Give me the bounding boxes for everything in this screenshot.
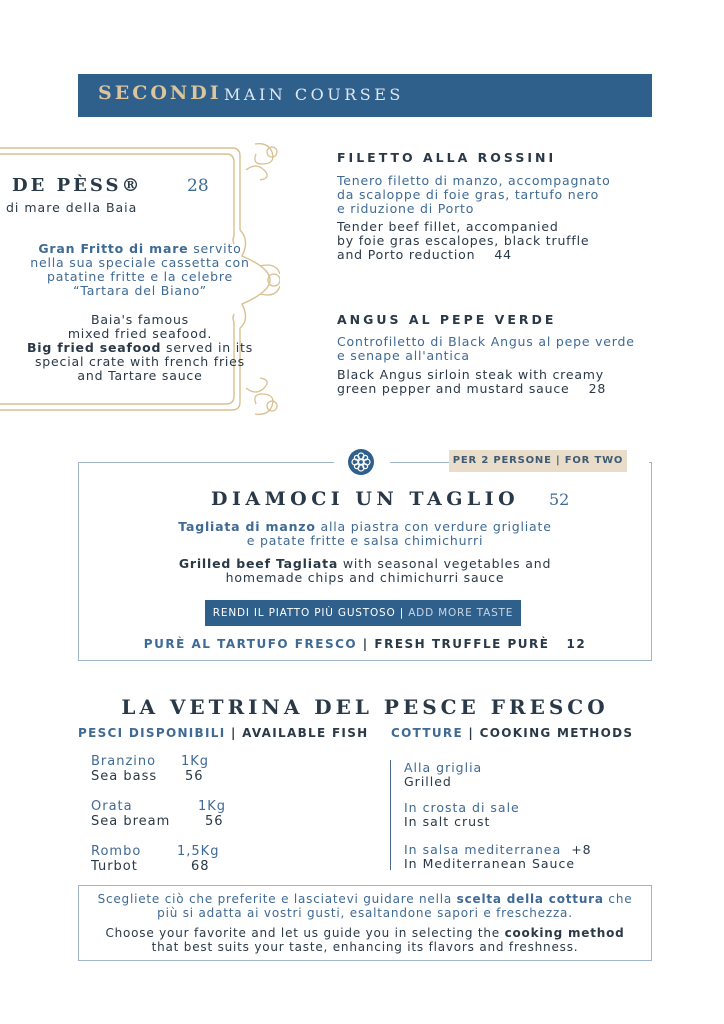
fish-name-it: Branzino [91, 754, 157, 769]
angus-it1: Controfiletto di Black Angus al pepe verde [337, 334, 635, 349]
add-taste-button[interactable] [205, 600, 521, 626]
truffle-extra [78, 637, 652, 651]
diamoci-en-bold: Grilled beef Tagliata [178, 556, 339, 571]
box-dish-title: DE PÈSS® [12, 175, 143, 196]
method-it: Alla griglia [404, 760, 483, 775]
add-taste-sep: | [399, 607, 405, 619]
box-it-line4: “Tartara del Biano” [73, 283, 207, 298]
truffle-extra-it: PURÈ AL TARTUFO FRESCO [143, 637, 358, 651]
fish-header-it: PESCI DISPONIBILI [78, 726, 226, 740]
vetrina-title: LA VETRINA DEL PESCE FRESCO [121, 695, 609, 719]
method-en: Grilled [404, 774, 452, 789]
note-en-2: that best suits your taste, enhancing its flavors and freshness. [151, 940, 579, 954]
rossini-title: FILETTO ALLA ROSSINI [337, 150, 557, 165]
fish-weight: 1,5Kg [177, 844, 220, 859]
method-it: In salsa mediterranea [404, 842, 562, 857]
angus-price: 28 [588, 381, 607, 396]
box-it-line2: nella sua speciale cassetta con [30, 255, 250, 270]
note-it-1a: Scegliete ciò che preferite e lasciatevi guidare nella [97, 892, 453, 906]
methods-header-sep: | [468, 726, 475, 740]
box-desc-it [0, 242, 280, 298]
note-it-1c: che [608, 892, 633, 906]
diamoci-desc-en [78, 557, 652, 585]
diamoci-price: 52 [549, 490, 570, 509]
fish-name-it: Rombo [91, 844, 142, 859]
diamoci-title: DIAMOCI UN TAGLIO [211, 488, 520, 510]
angus-title: ANGUS AL PEPE VERDE [337, 312, 557, 327]
fish-price: 56 [205, 814, 224, 829]
rossini-desc-it [337, 174, 611, 216]
fish-header-sep: | [230, 726, 237, 740]
angus-it2: e senape all'antica [337, 348, 470, 363]
angus-en2: green pepper and mustard sauce [337, 381, 570, 396]
section-header [78, 74, 652, 117]
flower-icon [347, 448, 375, 476]
angus-en1: Black Angus sirloin steak with creamy [337, 367, 604, 382]
fish-header-en: AVAILABLE FISH [242, 726, 369, 740]
for-two-badge: PER 2 PERSONE | FOR TWO [449, 450, 627, 472]
box-en-line4: special crate with french fries [35, 354, 245, 369]
box-desc-en [0, 313, 280, 383]
rossini-en3: and Porto reduction [337, 247, 476, 262]
fish-column-header [78, 726, 369, 740]
method-extra-price: +8 [571, 842, 592, 857]
list-item [404, 761, 592, 801]
fish-weight: 1Kg [198, 799, 227, 814]
rossini-it3: e riduzione di Porto [337, 201, 475, 216]
box-en-bold: Big fried seafood [26, 340, 162, 355]
note-en-1a: Choose your favorite and let us guide you in selecting the [105, 926, 500, 940]
methods-list [404, 761, 592, 871]
section-title-it: SECONDI [98, 82, 222, 104]
method-en: In Mediterranean Sauce [404, 856, 576, 871]
rossini-it1: Tenero filetto di manzo, accompagnato [337, 173, 611, 188]
methods-header-it: COTTURE [391, 726, 463, 740]
box-en-line1: Baia's famous [90, 312, 189, 327]
add-taste-label-en: ADD MORE TASTE [408, 607, 514, 619]
column-divider [390, 760, 391, 870]
box-price: 28 [187, 176, 209, 196]
fish-name-it: Orata [91, 799, 133, 814]
method-it: In crosta di sale [404, 800, 520, 815]
section-title-en: MAIN COURSES [224, 85, 404, 104]
box-en-line5: and Tartare sauce [77, 368, 203, 383]
border-gap-right [627, 456, 649, 468]
methods-column-header [391, 726, 633, 740]
method-en: In salt crust [404, 814, 491, 829]
truffle-extra-price: 12 [566, 637, 587, 651]
box-en-line2: mixed fried seafood. [67, 326, 213, 341]
list-item [91, 844, 291, 889]
methods-header-en: COOKING METHODS [479, 726, 634, 740]
rossini-desc-en [337, 220, 589, 262]
rossini-en1: Tender beef fillet, accompanied [337, 219, 559, 234]
rossini-it2: da scaloppe di foie gras, tartufo nero [337, 187, 600, 202]
list-item [91, 799, 291, 844]
diamoci-it2: e patate fritte e salsa chimichurri [246, 533, 484, 548]
diamoci-en1: with seasonal vegetables and [342, 556, 552, 571]
rossini-price: 44 [494, 247, 512, 262]
diamoci-desc-it [78, 520, 652, 548]
fish-weight: 1Kg [181, 754, 210, 769]
box-it-line1: servito [193, 241, 242, 256]
note-it-bold: scelta della cottura [456, 892, 604, 906]
note-it-2: più si adatta ai vostri gusti, esaltandone sapori e freschezza. [157, 906, 573, 920]
note-en-bold: cooking method [504, 926, 625, 940]
box-it-line3: patatine fritte e la celebre [47, 269, 233, 284]
cooking-note [78, 892, 652, 954]
list-item [404, 843, 592, 871]
truffle-extra-en: FRESH TRUFFLE PURÈ [374, 637, 550, 651]
box-en-line3: served in its [166, 340, 254, 355]
fish-name-en: Sea bass [91, 769, 158, 784]
rossini-en2: by foie gras escalopes, black truffle [337, 233, 590, 248]
diamoci-it1: alla piastra con verdure grigliate [320, 519, 552, 534]
angus-desc-it [337, 335, 635, 363]
fish-list [91, 754, 291, 889]
fish-price: 56 [185, 769, 204, 784]
diamoci-it-bold: Tagliata di manzo [178, 519, 316, 534]
fish-name-en: Sea bream [91, 814, 171, 829]
box-subtitle: di mare della Baia [6, 200, 138, 215]
list-item [91, 754, 291, 799]
angus-desc-en [337, 368, 606, 396]
add-taste-label-it: RENDI IL PIATTO PIÙ GUSTOSO [212, 607, 396, 619]
fish-name-en: Turbot [91, 859, 138, 874]
fish-price: 68 [191, 859, 210, 874]
box-it-bold: Gran Fritto di mare [38, 241, 189, 256]
diamoci-en2: homemade chips and chimichurri sauce [225, 570, 505, 585]
list-item [404, 801, 592, 843]
truffle-extra-sep: | [362, 637, 369, 651]
